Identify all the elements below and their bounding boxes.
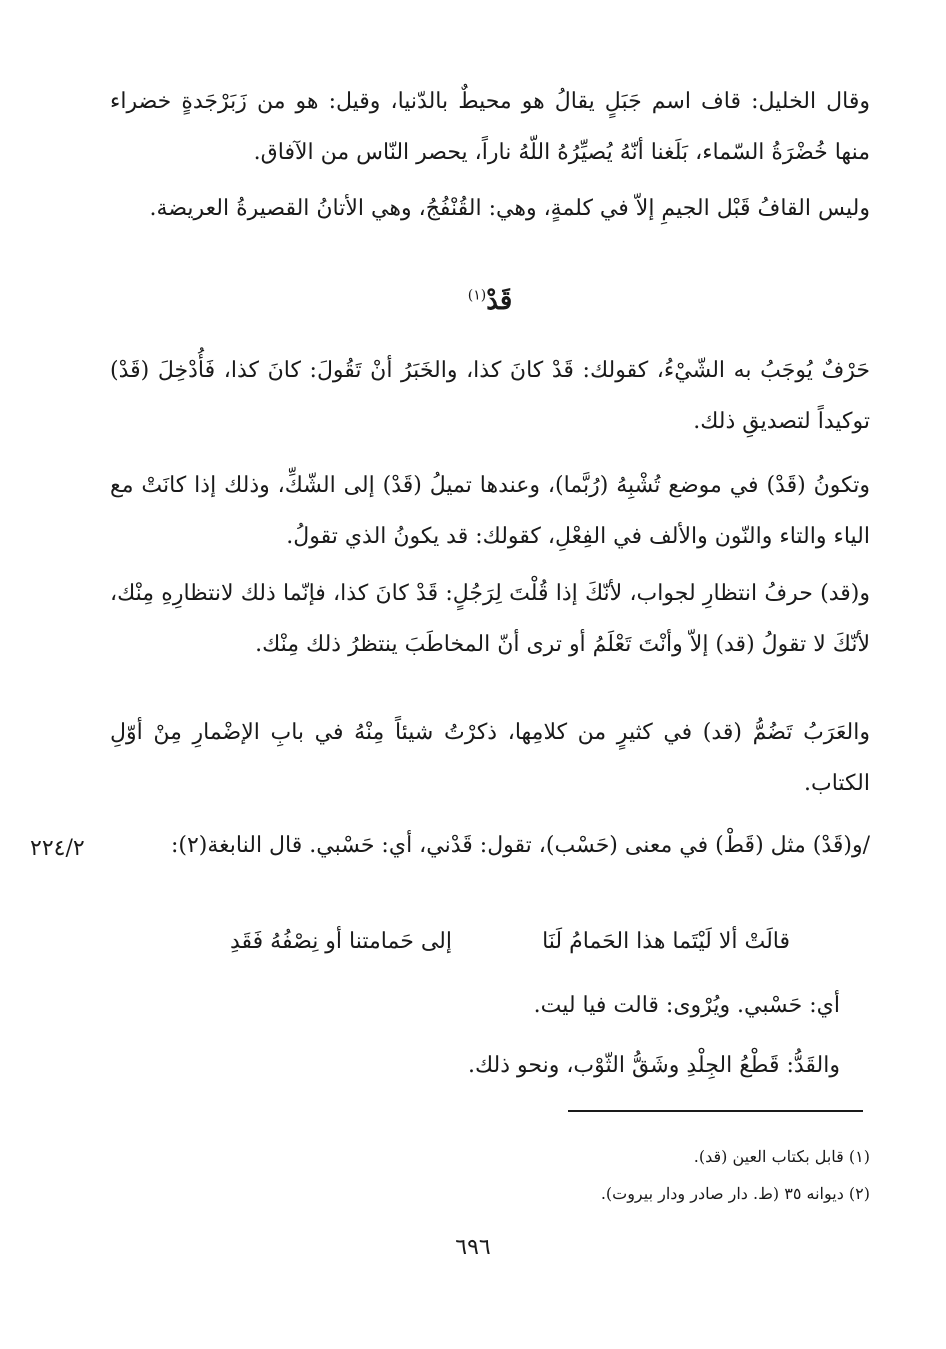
page-number: ٦٩٦ [455,1235,491,1260]
paragraph-rubbama: وتكونُ (قَدْ) في موضع تُشْبِهُ (رُبَّما)، وعندها تميلُ (قَدْ) إلى الشّكِّ، وذلك إذا كانَتْ مع الياء والتاء والنّون والألف في الفِعْلِ، كقولك: قد يكونُ الذي تقولُ. [110,473,870,549]
paragraph-khalil: وقال الخليل: قاف اسم جَبَلٍ يقالُ هو محيطٌ بالدّنيا، وقيل: هو من زَبَرْجَدةٍ خضراء منها خُضْرَةُ السّماء، بَلَغنا أنّهُ يُصيِّرُهُ اللّهُ ناراً، يحصر النّاس من الآفاق. [110,89,870,165]
verse-first-hemistich: قالَتْ ألا لَيْتَما هذا الحَمامُ لَنَا [542,929,790,954]
footnote-1: (١) قابل بكتاب العين (قد). [693,1147,870,1166]
entry-heading-note: (١) [467,287,487,304]
paragraph-harf: حَرْفٌ يُوجَبُ به الشّيْءُ، كقولك: قَدْ كانَ كذا، والخَبَرُ أنْ تَقُولَ: كانَ كذا، فَأُدْخِلَ (قَدْ) توكيداً لتصديقِ ذلك. [110,358,870,434]
paragraph-arab: والعَرَبُ تَضُمُّ (قد) في كثيرٍ من كلامِها، ذكرْتُ شيئاً مِنْهُ في بابِ الإضْمارِ مِنْ أوّلِ الكتاب. [110,720,870,796]
paragraph-intizar: و(قد) حرفُ انتظارِ لجواب، لأنّكَ إذا قُلْتَ لِرَجُلٍ: قَدْ كانَ كذا، فإنّما ذلك لانتظارِهِ مِنْك، لأنّكَ لا تقولُ (قد) إلاّ وأنْتَ تَعْلَمُ أو ترى أنّ المخاطَبَ ينتظرُ ذلك مِنْك. [110,581,870,657]
entry-heading-word: قَدْ [486,286,513,316]
paragraph-qat: /و(قَدْ) مثل (قَطْ) في معنى (حَسْب)، تقول: قَدْني، أي: حَسْبي. قال النابغة(٢): [170,833,870,858]
poetry-verse [230,917,790,967]
entry-heading [110,286,870,316]
footnote-2: (٢) ديوانه ٣٥ (ط. دار صادر ودار بيروت). [600,1184,870,1203]
verse-second-hemistich: إلى حَمامتنا أو نِصْفُهُ فَقَدِ [230,929,452,954]
footnote-separator [568,1110,863,1112]
paragraph-hasbi: أي: حَسْبي. ويُرْوى: قالت فيا ليت. [533,993,840,1018]
paragraph-qadd: والقَدُّ: قَطْعُ الجِلْدِ وشَقُّ الثّوْب، ونحو ذلك. [468,1053,840,1078]
margin-reference: ٢٢٤/٢ [30,836,85,861]
paragraph-qaf-jim: وليس القافُ قَبْل الجيمِ إلاّ في كلمةٍ، وهي: القُنْفُجُ، وهي الأتانُ القصيرةُ العريضة. [149,196,870,221]
